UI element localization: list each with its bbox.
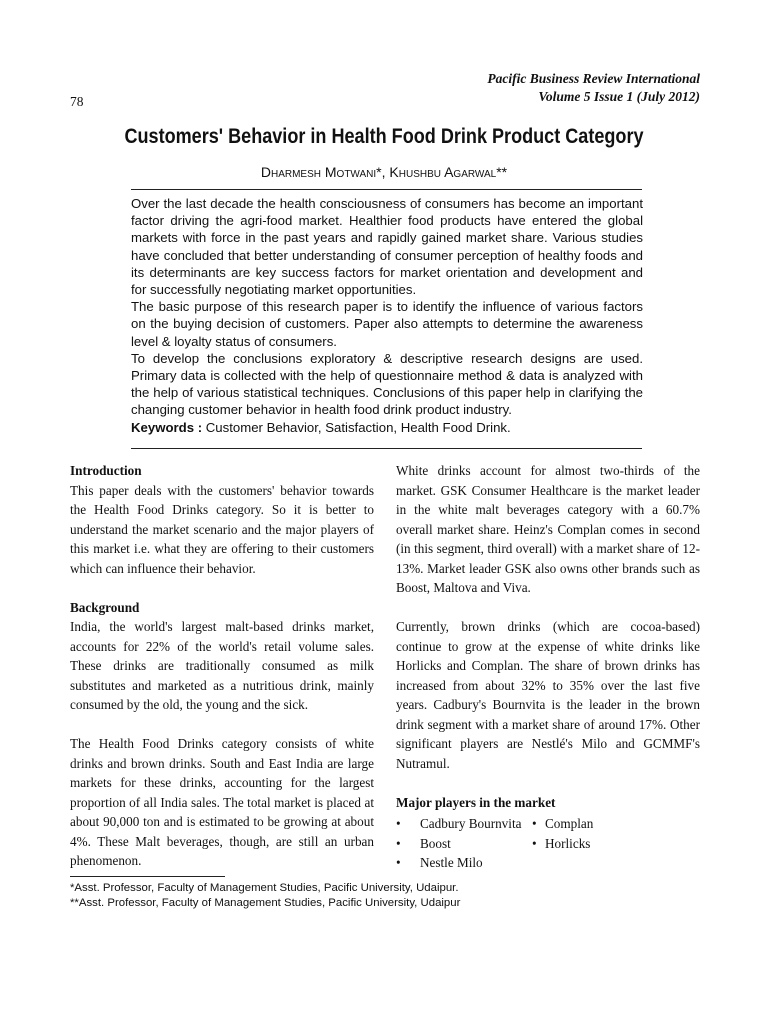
- footnote-2: **Asst. Professor, Faculty of Management Studies, Pacific University, Udaipur: [70, 897, 461, 909]
- author-2-mark: **: [496, 164, 508, 180]
- abstract-paragraph-1: Over the last decade the health consciousness of consumers has become an important factor driving the agri-food market. Healthier food products have entered the global markets with force in the past years and rapidly gained market share. Various studies have concluded that better understanding of consumer perception of healthy foods and its determinants are key success factors for market orientation and development and for successfully negotiating market opportunities.: [131, 196, 643, 298]
- bullet: •: [396, 835, 401, 851]
- abstract-paragraph-3: To develop the conclusions exploratory & descriptive research designs are used. Primary data is collected with the help of questionnaire method & data is analyzed with the help of various statistical techniques. Conclusions of this paper help in clarifying the changing customer behavior in health food drink product industry.: [131, 350, 643, 418]
- left-column: [70, 461, 374, 871]
- bullet: •: [396, 816, 401, 831]
- page-number: 78: [70, 94, 84, 109]
- abstract: [131, 195, 643, 436]
- major-players-heading: Major players in the market: [396, 794, 556, 810]
- bullet: •: [532, 816, 537, 831]
- white-drinks-text: White drinks account for almost two-thirds of the market. GSK Consumer Healthcare is the market leader in the white malt beverages category with a 60.7% overall market share. Heinz's Complan comes in second (in this segment, third overall) with a market share of 12-13%. Market leader GSK also owns other brands such as Boost, Maltova and Viva.: [396, 463, 700, 595]
- background-text-2: The Health Food Drinks category consists of white drinks and brown drinks. South and East India are large markets for these drinks, accounting for the largest proportion of all India sales. The total market is placed at about 90,000 ton and is estimated to be growing at about 4%. These Malt beverages, though, are still an urban phenomenon.: [70, 736, 374, 868]
- journal-volume: Volume 5 Issue 1 (July 2012): [538, 89, 700, 104]
- journal-header: [487, 70, 700, 106]
- abstract-top-rule: [131, 189, 642, 190]
- player-item: Cadbury Bournvita: [420, 816, 522, 831]
- author-2: Khushbu Agarwal: [389, 164, 497, 180]
- player-item: Nestle Milo: [420, 855, 483, 870]
- author-line: [0, 164, 768, 180]
- footnotes: [70, 881, 460, 911]
- introduction-heading: Introduction: [70, 463, 142, 478]
- keywords-text: Customer Behavior, Satisfaction, Health Food Drink.: [205, 419, 511, 435]
- author-1: Dharmesh Motwani: [260, 164, 377, 180]
- introduction-text: This paper deals with the customers' behavior towards the Health Food Drinks category. So it is better to understand the market scenario and the major players of this market i.e. what they are offering to their customers which can influence their behavior.: [70, 482, 374, 576]
- paper-title: Customers' Behavior in Health Food Drink Product Category: [124, 125, 644, 148]
- bullet: •: [532, 835, 537, 851]
- abstract-paragraph-2: The basic purpose of this research paper is to identify the influence of various factors on the buying decision of customers. Paper also attempts to determine the awareness level & loyalty status of consumers.: [131, 299, 643, 349]
- author-1-mark: *: [376, 164, 382, 180]
- keywords-label: Keywords :: [131, 419, 203, 435]
- footnote-1: *Asst. Professor, Faculty of Management Studies, Pacific University, Udaipur.: [70, 882, 459, 894]
- player-item: Complan: [545, 816, 594, 831]
- bullet: •: [396, 855, 401, 870]
- player-item: Horlicks: [545, 835, 591, 851]
- right-column: [396, 461, 700, 873]
- keywords: [131, 419, 643, 436]
- player-item: Boost: [420, 835, 451, 851]
- journal-name: Pacific Business Review International: [487, 71, 700, 86]
- abstract-bottom-rule: [131, 448, 642, 449]
- background-text-1: India, the world's largest malt-based drinks market, accounts for 22% of the world's retail volume sales. These drinks are traditionally consumed as milk substitutes and marketed as a nutritious drink, mainly consumed by the old, the young and the sick.: [70, 619, 374, 712]
- background-heading: Background: [70, 599, 140, 615]
- major-players-list: [396, 814, 700, 873]
- footnote-rule: [70, 876, 225, 877]
- author-separator: ,: [381, 164, 390, 180]
- brown-drinks-text: Currently, brown drinks (which are cocoa-based) continue to grow at the expense of white drinks like Horlicks and Complan. The share of brown drinks has increased from about 32% to 35% over the last five years. Cadbury's Bournvita is the leader in the brown drink segment with a market share of around 17%. Other significant players are Nestlé's Milo and GCMMF's Nutramul.: [396, 619, 700, 771]
